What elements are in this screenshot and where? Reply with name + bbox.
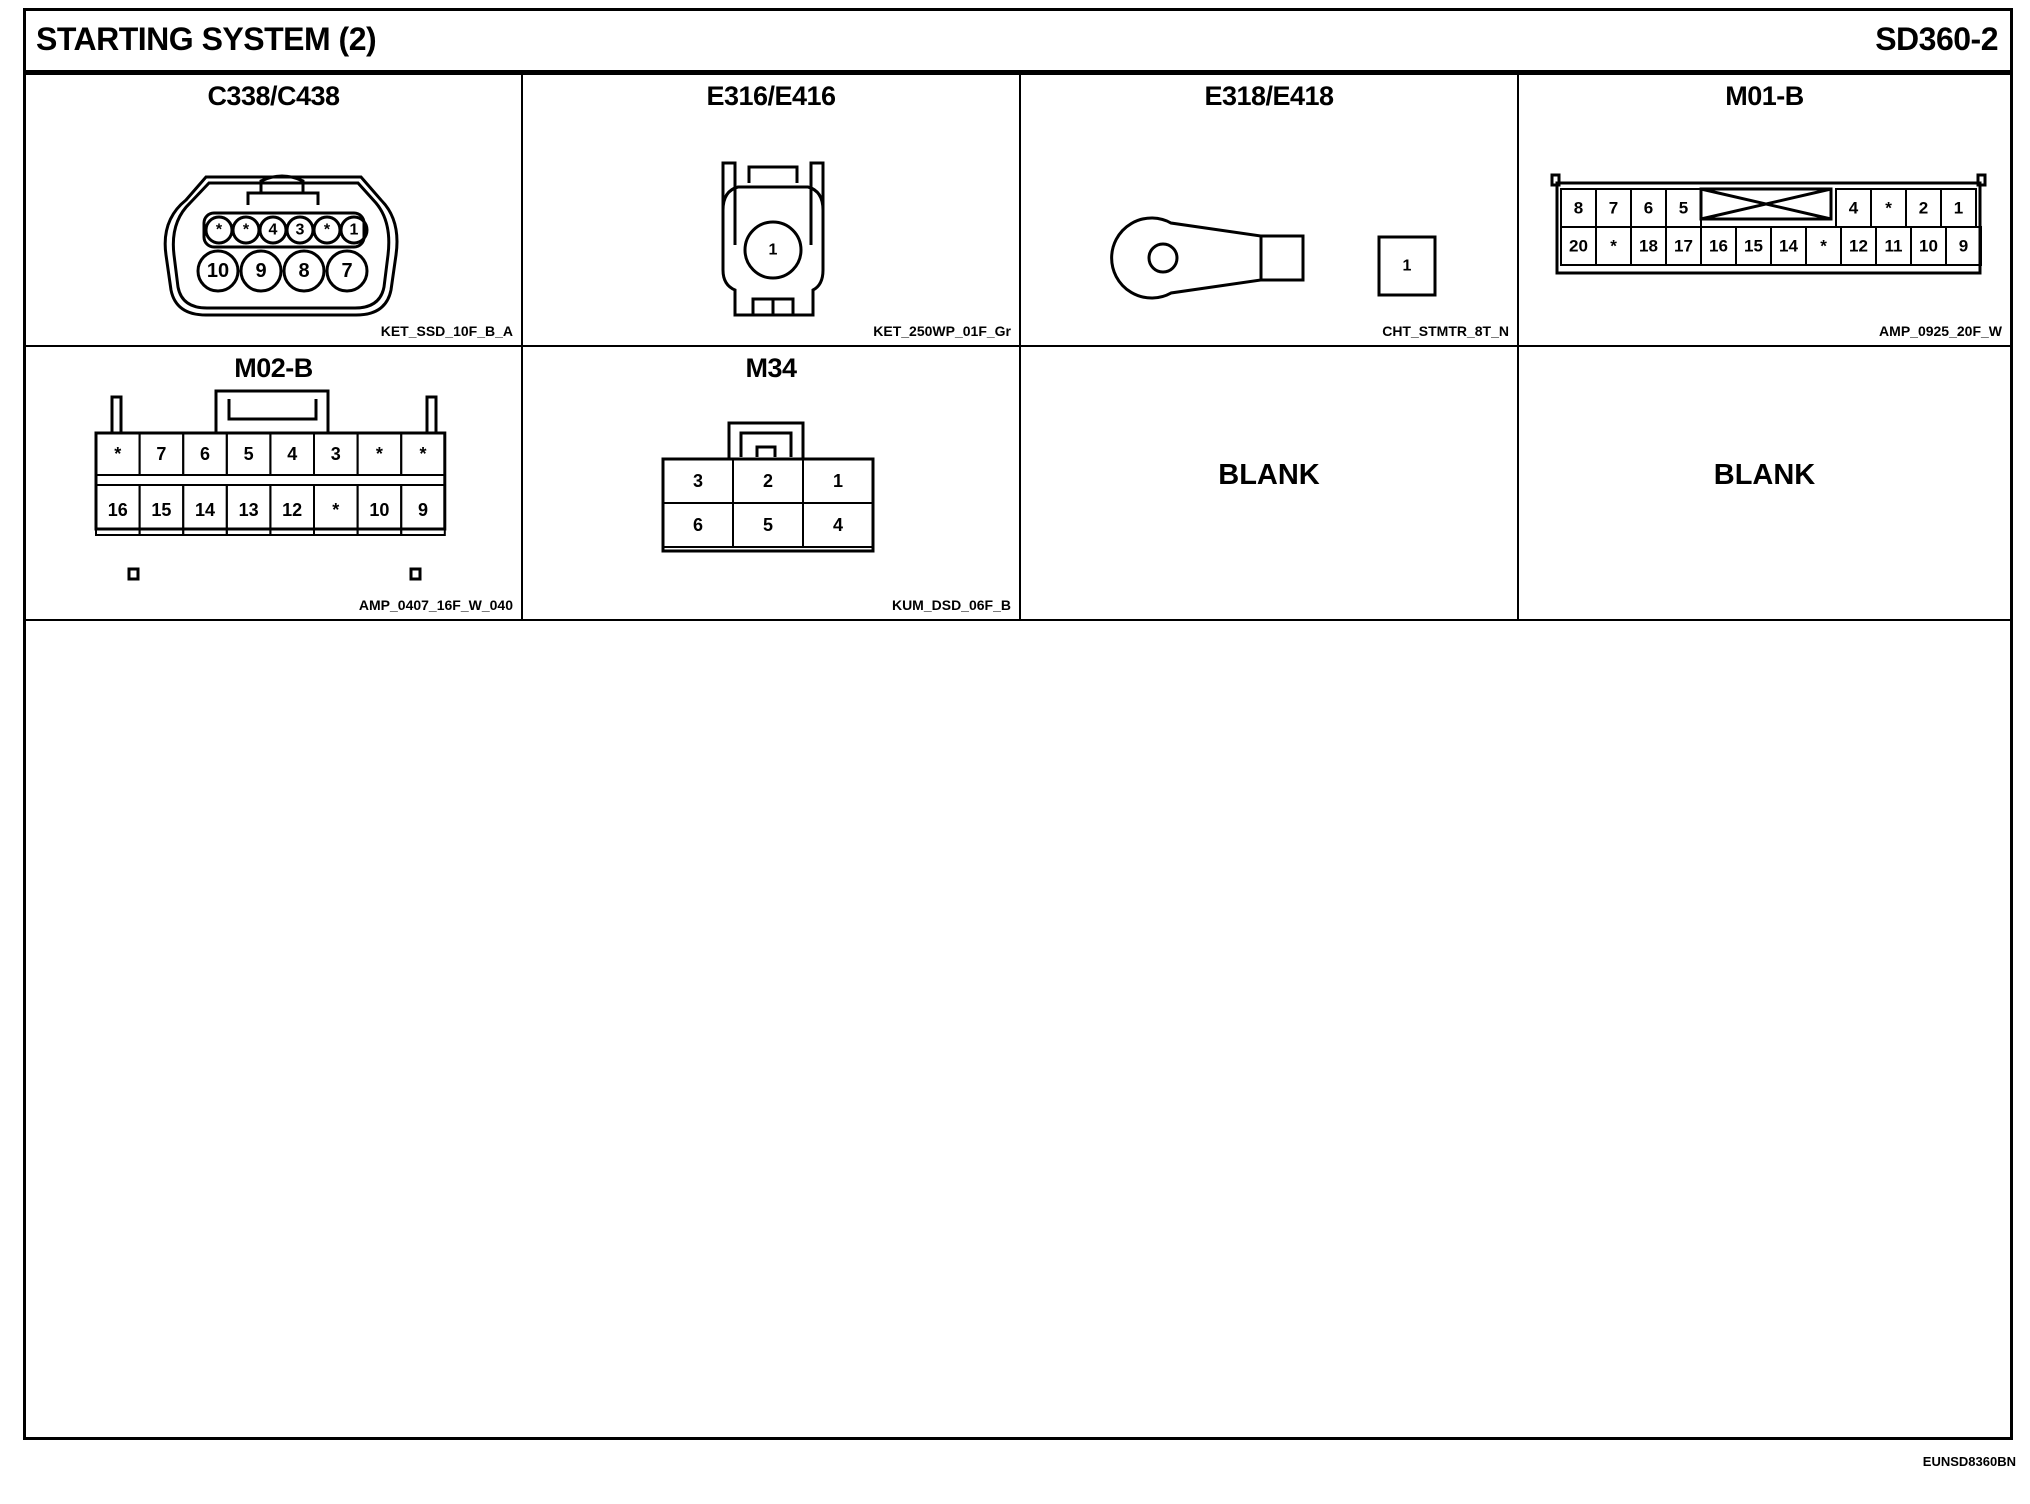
connector-type: CHT_STMTR_8T_N bbox=[1382, 323, 1509, 339]
pin-label: 16 bbox=[1709, 236, 1728, 256]
pin-label: 15 bbox=[151, 500, 172, 520]
connector-cell-m01b bbox=[1519, 75, 2010, 347]
pin-label: 16 bbox=[107, 500, 128, 520]
connector-type: KUM_DSD_06F_B bbox=[891, 597, 1011, 613]
latch-inner bbox=[741, 433, 791, 457]
pin-label: 12 bbox=[282, 500, 303, 520]
pin-label: * bbox=[114, 444, 122, 464]
pin-label: 4 bbox=[287, 444, 298, 464]
pin-label: 17 bbox=[1674, 236, 1693, 256]
connector-c338-drawing bbox=[26, 75, 523, 347]
connector-e316-drawing bbox=[523, 75, 1021, 347]
ring-terminal bbox=[1112, 218, 1261, 298]
pin-label: 20 bbox=[1569, 236, 1588, 256]
pin-label: 8 bbox=[298, 260, 310, 282]
pin-label: * bbox=[1820, 236, 1827, 256]
connector-type: KET_SSD_10F_B_A bbox=[380, 323, 513, 339]
pin-label: 7 bbox=[156, 444, 167, 464]
pin-label: 3 bbox=[692, 471, 704, 491]
pin-label: 9 bbox=[417, 500, 429, 520]
pin-label: 7 bbox=[341, 260, 353, 282]
pin-label: 4 bbox=[1848, 198, 1859, 218]
pin-label: 1 bbox=[768, 241, 778, 259]
pin-label: 10 bbox=[1919, 236, 1938, 256]
connector-e318-drawing bbox=[1021, 75, 1519, 347]
foot bbox=[129, 569, 138, 579]
pin-label: 1 bbox=[1402, 257, 1412, 275]
pin-label: 3 bbox=[330, 444, 341, 464]
foot bbox=[411, 569, 420, 579]
connector-type: KET_250WP_01F_Gr bbox=[873, 323, 1011, 339]
pin-label: * bbox=[375, 444, 383, 464]
guide-post bbox=[112, 397, 121, 433]
pin-label: 1 bbox=[832, 471, 844, 491]
pin-label: 4 bbox=[268, 221, 278, 239]
latch-block bbox=[216, 391, 328, 433]
connector-cell-m34 bbox=[523, 347, 1021, 621]
pin-label: * bbox=[215, 221, 223, 239]
pin-label: 5 bbox=[762, 515, 774, 535]
blank-cell bbox=[1021, 347, 1519, 621]
pin-label: 10 bbox=[369, 500, 390, 520]
pin-label: 5 bbox=[1678, 198, 1689, 218]
pin-label: 4 bbox=[832, 515, 844, 535]
side-rail bbox=[811, 163, 823, 255]
pin-label: 14 bbox=[1779, 236, 1798, 256]
connector-name: M02-B bbox=[234, 353, 313, 383]
latch-inner bbox=[229, 399, 316, 419]
pin-label: * bbox=[242, 221, 250, 239]
connector-type: AMP_0407_16F_W_040 bbox=[358, 597, 513, 613]
connector-cell-e316 bbox=[523, 75, 1021, 347]
pin-label: 9 bbox=[255, 260, 267, 282]
connector-name: M01-B bbox=[1725, 81, 1804, 111]
page-code: SD360-2 bbox=[1875, 21, 1998, 57]
pin-label: 2 bbox=[1918, 198, 1929, 218]
connector-m34-drawing bbox=[523, 347, 1021, 621]
connector-cell-e318 bbox=[1021, 75, 1519, 347]
ring-hole bbox=[1149, 244, 1177, 272]
header-bar bbox=[26, 11, 2010, 75]
connector-name: E318/E418 bbox=[1204, 81, 1334, 111]
side-rail bbox=[723, 163, 735, 255]
connector-name: E316/E416 bbox=[706, 81, 836, 111]
connector-m02b-drawing bbox=[26, 347, 523, 621]
pin-label: 5 bbox=[243, 444, 254, 464]
blank-cell bbox=[1519, 347, 2010, 621]
pin-label: 1 bbox=[349, 221, 359, 239]
pin-label: 7 bbox=[1608, 198, 1619, 218]
lock-post bbox=[1978, 175, 1985, 185]
connector-cell-m02b bbox=[26, 347, 523, 621]
blank-label: BLANK bbox=[1713, 459, 1816, 491]
pin-label: * bbox=[323, 221, 331, 239]
guide-post bbox=[427, 397, 436, 433]
lock-post bbox=[1552, 175, 1559, 185]
pin-label: 14 bbox=[194, 500, 216, 520]
pin-label: 15 bbox=[1744, 236, 1763, 256]
connector-name: M34 bbox=[745, 353, 797, 383]
connector-type: AMP_0925_20F_W bbox=[1879, 323, 2002, 339]
page-title: STARTING SYSTEM (2) bbox=[36, 21, 377, 57]
connector-name: C338/C438 bbox=[207, 81, 340, 111]
top-latch bbox=[749, 167, 797, 183]
pin-label: 2 bbox=[762, 471, 774, 491]
pin-label: 12 bbox=[1849, 236, 1868, 256]
pin-label: 1 bbox=[1953, 198, 1964, 218]
connector-m01b-drawing bbox=[1519, 75, 2010, 347]
pin-label: 11 bbox=[1884, 236, 1903, 256]
pin-label: * bbox=[419, 444, 427, 464]
terminal-barrel bbox=[1261, 236, 1303, 280]
latch-inner bbox=[757, 447, 775, 457]
pin-label: * bbox=[1885, 198, 1892, 218]
latch bbox=[248, 193, 318, 205]
pin-label: 6 bbox=[1643, 198, 1654, 218]
pin-label: 8 bbox=[1573, 198, 1584, 218]
pin-label: * bbox=[1610, 236, 1617, 256]
pin-label: 13 bbox=[238, 500, 259, 520]
pin-label: * bbox=[332, 500, 340, 520]
pin-label: 10 bbox=[206, 260, 230, 282]
diagram-sheet bbox=[23, 8, 2013, 1440]
reference-code: EUNSD8360BN bbox=[1922, 1454, 2016, 1469]
connector-cell-c338 bbox=[26, 75, 523, 347]
pin-label: 9 bbox=[1958, 236, 1969, 256]
pin-label: 6 bbox=[199, 444, 211, 464]
blank-label: BLANK bbox=[1218, 459, 1320, 491]
pin-label: 3 bbox=[295, 221, 305, 239]
pin-label: 6 bbox=[692, 515, 704, 535]
pin-label: 18 bbox=[1639, 236, 1658, 256]
